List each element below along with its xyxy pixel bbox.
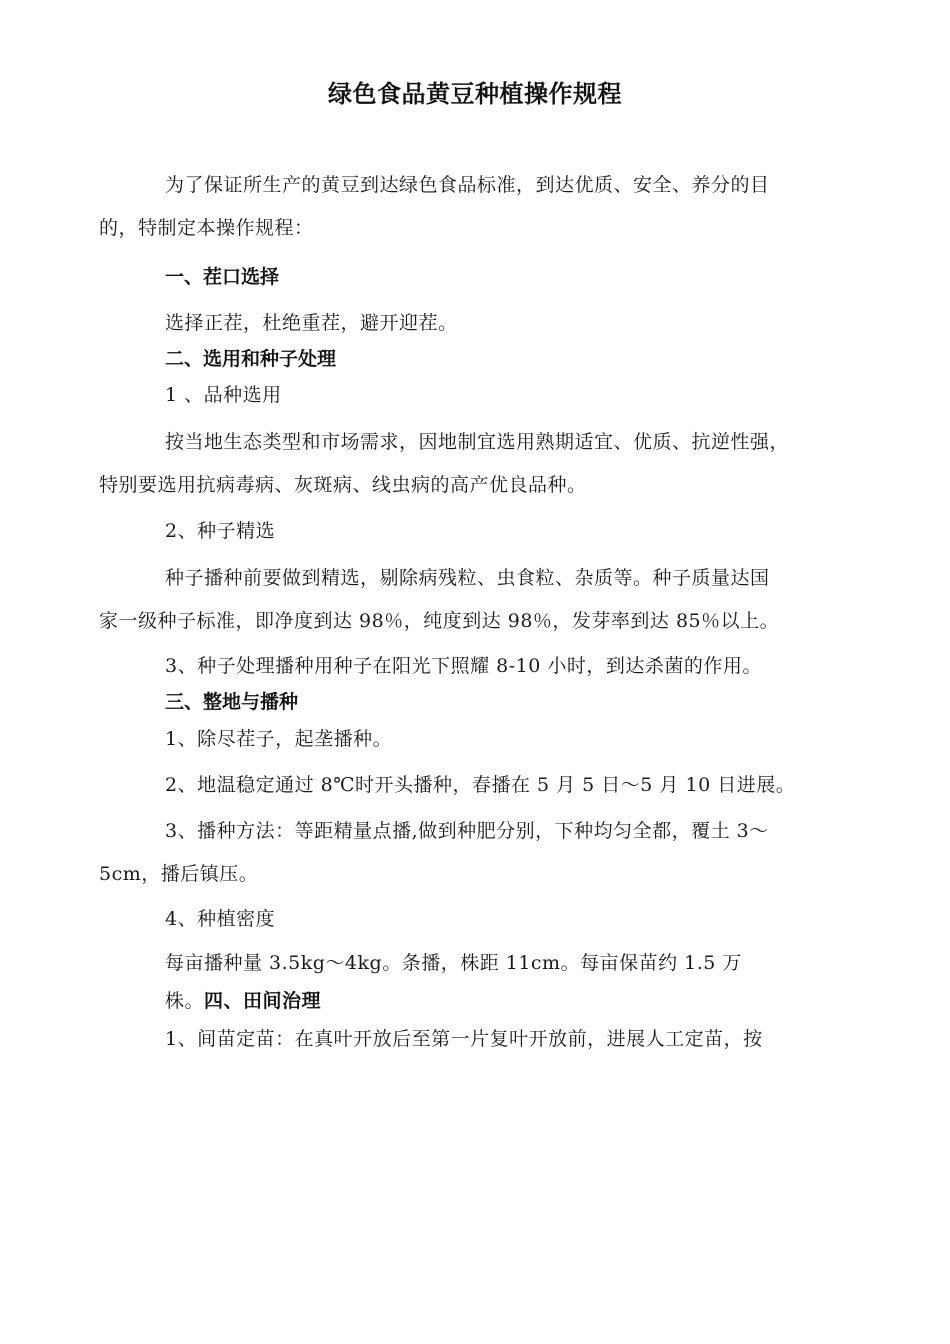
land-prep-item-1: 1、除尽茬子，起垄播种。: [165, 728, 393, 750]
variety-selection-title: 1 、品种选用: [165, 384, 282, 406]
land-prep-item-2: 2、地温稳定通过 8℃时开头播种，春播在 5 月 5 日～5 月 10 日进展。: [165, 774, 796, 796]
variety-selection-line-2: 特别要选用抗病毒病、灰斑病、线虫病的高产优良品种。: [99, 474, 587, 496]
section-heading-crop-rotation: 一、茬口选择: [165, 266, 280, 288]
seed-treatment-text: 3、种子处理播种用种子在阳光下照耀 8-10 小时，到达杀菌的作用。: [165, 655, 762, 677]
crop-rotation-text: 选择正茬，杜绝重茬，避开迎茬。: [165, 312, 458, 334]
thinning-line-1: 1、间苗定苗：在真叶开放后至第一片复叶开放前，进展人工定苗，按: [165, 1028, 763, 1050]
planting-density-title: 4、种植密度: [165, 908, 276, 930]
section-heading-land-prep: 三、整地与播种: [165, 691, 299, 713]
seed-cleaning-line-1: 种子播种前要做到精选，剔除病残粒、虫食粒、杂质等。种子质量达国: [165, 567, 770, 589]
seed-cleaning-title: 2、种子精选: [165, 520, 276, 542]
intro-line-2: 的，特制定本操作规程：: [99, 217, 314, 239]
planting-density-suffix: 株。: [165, 990, 205, 1012]
section-heading-seed-selection: 二、选用和种子处理: [165, 348, 337, 370]
sowing-method-line-1: 3、播种方法：等距精量点播,做到种肥分别，下种均匀全都，覆土 3～: [165, 820, 769, 842]
seed-cleaning-line-2: 家一级种子标准，即净度到达 98％，纯度到达 98％，发芽率到达 85％以上。: [99, 610, 780, 632]
planting-density-line-1: 每亩播种量 3.5kg～4kg。条播，株距 11cm。每亩保苗约 1.5 万: [165, 952, 742, 974]
intro-line-1: 为了保证所生产的黄豆到达绿色食品标准，到达优质、安全、养分的目: [165, 174, 770, 196]
document-title: 绿色食品黄豆种植操作规程: [328, 80, 622, 108]
variety-selection-line-1: 按当地生态类型和市场需求，因地制宜选用熟期适宜、优质、抗逆性强，: [165, 431, 790, 453]
sowing-method-line-2: 5cm，播后镇压。: [99, 863, 259, 885]
planting-density-line-2: [165, 986, 321, 1013]
section-heading-field-management: 四、田间治理: [204, 990, 322, 1012]
